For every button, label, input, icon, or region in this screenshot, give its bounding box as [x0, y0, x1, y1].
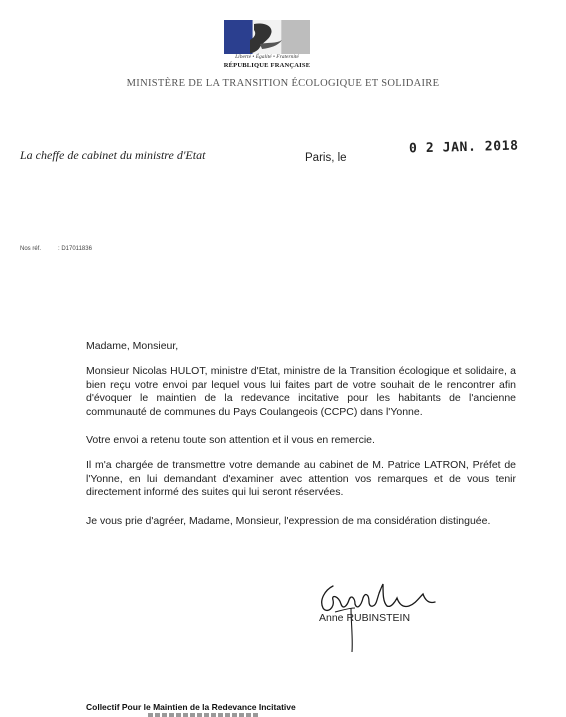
- signatory-name: Anne RUBINSTEIN: [319, 612, 411, 624]
- salutation: Madame, Monsieur,: [86, 340, 179, 352]
- marianne-icon: [224, 20, 310, 54]
- body-paragraph: Monsieur Nicolas HULOT, ministre d'Etat, ministre de la Transition écologique et solidaire, a bien reçu votre envoi par lequel vous lui faites part de votre souhait de le rencontrer afin d'évoquer le maintien de la redevance incitative pour les habitants de l'ancienne communauté de communes du Pays Coulangeois (CCPC) dans l'Yonne.: [86, 365, 516, 418]
- letter-place: Paris, le: [305, 152, 347, 164]
- recipient-name: Collectif Pour le Maintien de la Redevance Incitative: [86, 702, 296, 712]
- body-paragraph: Il m'a chargée de transmettre votre demande au cabinet de M. Patrice LATRON, Préfet de l'Yonne, en lui demandant d'examiner avec attention vos remarques et de vous tenir directement informé des suites qui lui seront réservées.: [86, 459, 516, 498]
- reference-label: Nos réf.: [20, 246, 42, 252]
- date-stamp: 0 2 JAN. 2018: [408, 138, 519, 157]
- sender-title: La cheffe de cabinet du ministre d'Etat: [20, 148, 206, 162]
- body-paragraph: Je vous prie d'agréer, Madame, Monsieur, l'expression de ma considération distinguée.: [86, 515, 491, 527]
- republic-motto: Liberté • Égalité • Fraternité: [235, 54, 299, 60]
- ministry-name: MINISTÈRE DE LA TRANSITION ÉCOLOGIQUE ET SOLIDAIRE: [126, 78, 440, 89]
- reference-value: : D17011836: [58, 246, 92, 252]
- republic-name: RÉPUBLIQUE FRANÇAISE: [223, 62, 311, 69]
- cut-off-address-line: [148, 713, 258, 717]
- body-paragraph: Votre envoi a retenu toute son attention et il vous en remercie.: [86, 434, 375, 446]
